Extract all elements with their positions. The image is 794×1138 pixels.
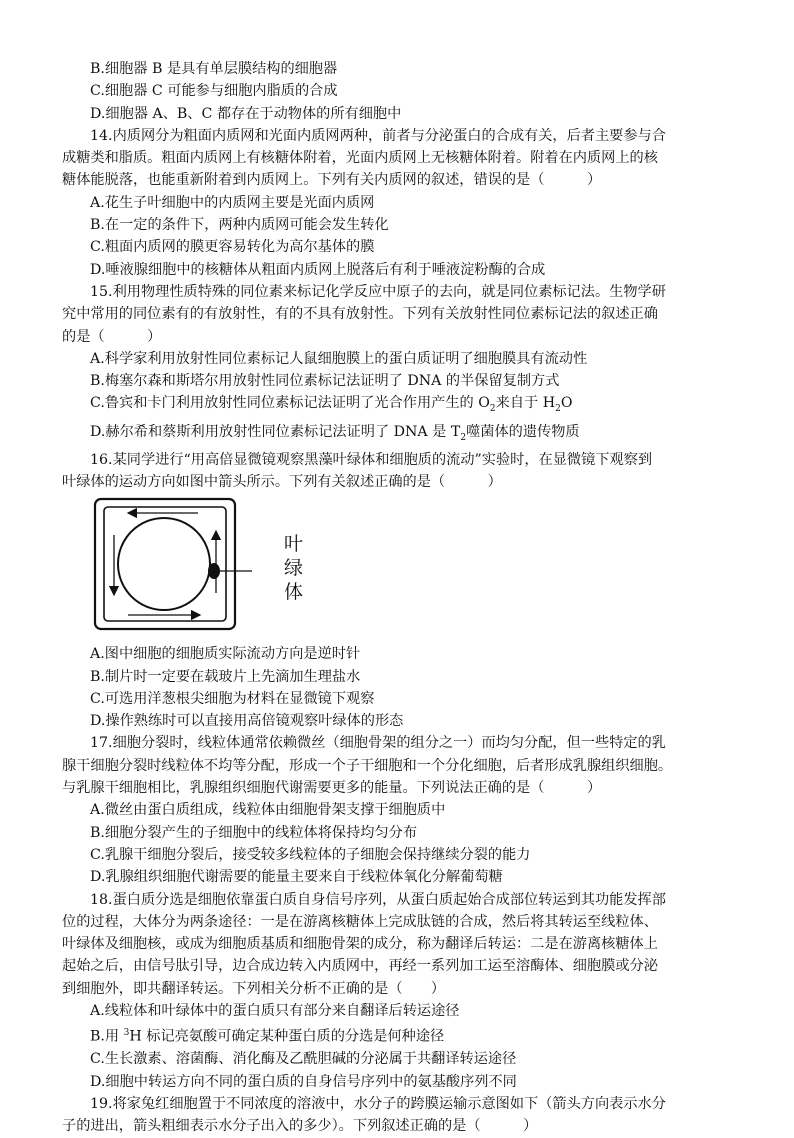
q18-stem-line-2: 位的过程，大体分为两条途径：一是在游离核糖体上完成肽链的合成，然后将其转运至线粒体、 <box>62 913 658 930</box>
q16-option-c: C.可选用洋葱根尖细胞为材料在显微镜下观察 <box>90 690 375 707</box>
q14-option-b: B.在一定的条件下，两种内质网可能会发生转化 <box>90 217 389 234</box>
vacuole <box>118 518 210 610</box>
q18-stem-line-4: 起始之后，由信号肽引导，边合成边转入内质网中，再经一系列加工运至溶酶体、细胞膜或分泌 <box>62 958 658 975</box>
chloroplast-label-char-3: 体 <box>284 581 304 604</box>
chloroplast-label-char-1: 叶 <box>284 533 304 556</box>
subscript: 2 <box>460 432 467 443</box>
q16-option-b: B.制片时一定要在载玻片上先滴加生理盐水 <box>90 668 361 685</box>
q15-option-a: A.科学家利用放射性同位素标记人鼠细胞膜上的蛋白质证明了细胞膜具有流动性 <box>90 350 588 367</box>
chloroplast-label-char-2: 绿 <box>284 557 304 580</box>
q18-option-b <box>62 1022 734 1048</box>
q18-option-d: D.细胞中转运方向不同的蛋白质的自身信号序列中的氨基酸序列不同 <box>90 1073 517 1090</box>
q14-option-a: A.花生子叶细胞中的内质网主要是光面内质网 <box>90 194 375 211</box>
q16-option-a: A.图中细胞的细胞质实际流动方向是逆时针 <box>90 646 361 663</box>
chloroplast <box>208 563 220 579</box>
q13-option-c: C.细胞器 C 可能参与细胞内脂质的合成 <box>90 83 338 100</box>
q15-stem-line-2: 究中常用的同位素有的有放射性，有的不具有放射性。下列有关放射性同位素标记法的叙述正确 <box>62 306 658 323</box>
q18-option-a: A.线粒体和叶绿体中的蛋白质只有部分来自翻译后转运途径 <box>90 1003 460 1020</box>
q15-stem-line-3: 的是（ ） <box>62 328 162 345</box>
cell-diagram <box>92 495 342 641</box>
q15-option-c-text-2: 来自于 H <box>495 395 556 412</box>
subscript: 2 <box>489 404 496 415</box>
q15-option-d-text: D.赫尔希和蔡斯利用放射性同位素标记法证明了 DNA 是 T <box>90 423 461 440</box>
q16-option-d: D.操作熟练时可以直接用高倍镜观察叶绿体的形态 <box>90 713 404 730</box>
q13-option-b: B.细胞器 B 是具有单层膜结构的细胞器 <box>90 61 338 77</box>
q18-option-c: C.生长激素、溶菌酶、消化酶及乙酰胆碱的分泌属于共翻译转运途径 <box>90 1051 517 1068</box>
q17-stem-line-2: 腺干细胞分裂时线粒体不均等分配，形成一个子干细胞和一个分化细胞，后者形成乳腺组织细胞。 <box>62 757 673 774</box>
q17-option-a: A.微丝由蛋白质组成，线粒体由细胞骨架支撑于细胞质中 <box>90 802 446 819</box>
q14-option-d: D.唾液腺细胞中的核糖体从粗面内质网上脱落后有利于唾液淀粉酶的合成 <box>90 261 546 278</box>
q17-option-b: B.细胞分裂产生的子细胞中的线粒体将保持均匀分布 <box>90 824 418 841</box>
q19-stem-line-2: 子的进出，箭头粗细表示水分子出入的多少）。下列叙述正确的是（ ） <box>62 1118 538 1135</box>
q15-option-b: B.梅塞尔森和斯塔尔用放射性同位素标记法证明了 DNA 的半保留复制方式 <box>90 373 560 390</box>
q15-option-d-text-2: 噬菌体的遗传物质 <box>466 423 580 440</box>
q15-option-c-text-3: O <box>560 395 573 412</box>
cell-inner-wall <box>104 507 226 621</box>
q15-stem-line-1: 15.利用物理性质特殊的同位素来标记化学反应中原子的去向，就是同位素标记法。生物学研 <box>90 283 666 300</box>
q15-option-c <box>62 392 734 420</box>
q16-stem-line-2: 叶绿体的运动方向如图中箭头所示。下列有关叙述正确的是（ ） <box>62 474 502 490</box>
q18-stem-line-3: 叶绿体及细胞核，或成为细胞质基质和细胞骨架的成分，称为翻译后转运：二是在游离核糖体上 <box>62 936 658 953</box>
q17-stem-line-3: 与乳腺干细胞相比，乳腺组织细胞代谢需要更多的能量。下列说法正确的是（ ） <box>62 780 602 797</box>
q17-stem-line-1: 17.细胞分裂时，线粒体通常依赖微丝（细胞骨架的组分之一）而均匀分配，但一些特定的乳 <box>90 735 666 752</box>
q17-option-d: D.乳腺组织细胞代谢需要的能量主要来自于线粒体氧化分解葡萄糖 <box>90 869 503 886</box>
chloroplast-flow-figure <box>62 495 734 641</box>
q14-stem-line-2: 成糖类和脂质。粗面内质网上有核糖体附着，光面内质网上无核糖体附着。附着在内质网上的核 <box>62 150 658 167</box>
q15-option-c-text: C.鲁宾和卡门利用放射性同位素标记法证明了光合作用产生的 O <box>90 395 490 412</box>
q17-option-c: C.乳腺干细胞分裂后，接受较多线粒体的子细胞会保持继续分裂的能力 <box>90 846 531 863</box>
q15-option-d <box>62 421 734 449</box>
q18-stem-line-1: 18.蛋白质分选是细胞依靠蛋白质自身信号序列，从蛋白质起始合成部位转运到其功能发挥部 <box>90 891 666 908</box>
superscript: 3 <box>123 1028 130 1039</box>
q13-option-d: D.细胞器 A、B、C 都存在于动物体的所有细胞中 <box>90 105 402 122</box>
q18-option-b-text-2: H 标记亮氨酸可确定某种蛋白质的分选是何种途径 <box>129 1029 445 1046</box>
q18-stem-line-5: 到细胞外，即共翻译转运。下列相关分析不正确的是（ ） <box>62 980 446 997</box>
q18-option-b-text: B.用 <box>90 1029 124 1046</box>
q16-stem-line-1: 16.某同学进行“用高倍显微镜观察黑藻叶绿体和细胞质的流动”实验时，在显微镜下观察到 <box>90 451 653 468</box>
subscript: 2 <box>555 404 561 415</box>
exam-page <box>62 58 734 1138</box>
q14-stem-line-1: 14.内质网分为粗面内质网和光面内质网两种，前者与分泌蛋白的合成有关，后者主要参与合 <box>90 127 666 144</box>
q14-option-c: C.粗面内质网的膜更容易转化为高尔基体的膜 <box>90 239 375 256</box>
q19-stem-line-1: 19.将家兔红细胞置于不同浓度的溶液中，水分子的跨膜运输示意图如下（箭头方向表示水分 <box>90 1095 666 1112</box>
q14-stem-line-3: 糖体能脱落，也能重新附着到内质网上。下列有关内质网的叙述，错误的是（ ） <box>62 172 602 189</box>
